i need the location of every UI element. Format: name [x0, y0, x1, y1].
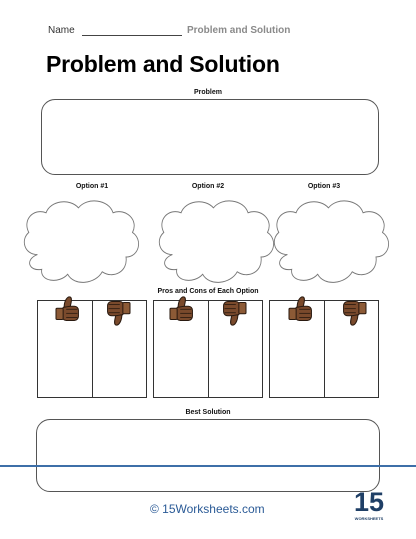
thumbs-down-icon	[224, 302, 246, 326]
option-2-label: Option #2	[191, 183, 225, 190]
pros-cons-label: Pros and Cons of Each Option	[157, 288, 259, 295]
best-solution-box[interactable]	[36, 419, 380, 492]
page-title: Problem and Solution	[46, 51, 280, 77]
thumbs-up-icon	[56, 297, 78, 321]
thumbs-down-icon	[108, 302, 130, 326]
name-label: Name	[48, 25, 75, 36]
thumbs-up-icon	[170, 297, 192, 321]
logo-number: 15	[353, 487, 385, 517]
problem-label: Problem	[193, 89, 222, 96]
best-solution-label: Best Solution	[185, 409, 231, 416]
worksheet-header-title: Problem and Solution	[187, 25, 291, 36]
logo	[353, 484, 385, 528]
option-3-label: Option #3	[307, 183, 341, 190]
footer-copyright-link[interactable]: © 15Worksheets.com	[150, 502, 265, 516]
thumbs-down-icon	[344, 302, 366, 326]
option-1-label: Option #1	[75, 183, 109, 190]
footer-divider	[0, 465, 416, 467]
logo-text: WORKSHEETS	[354, 516, 384, 521]
thumbs-up-icon	[289, 297, 311, 321]
